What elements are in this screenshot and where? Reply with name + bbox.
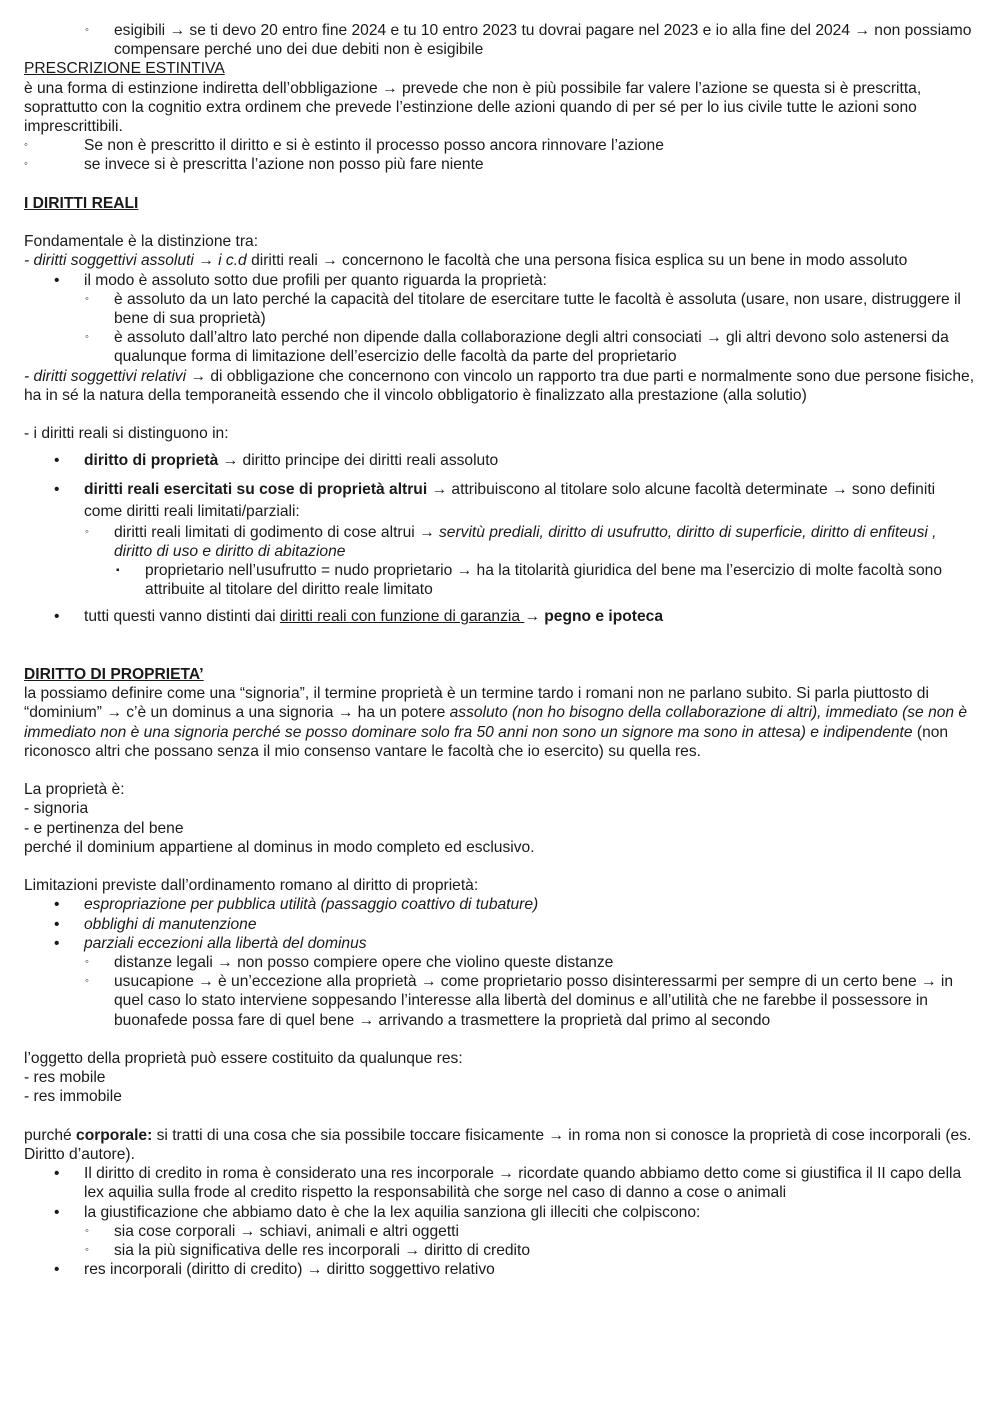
list-item: [24, 1164, 976, 1202]
list-item-text: espropriazione per pubblica utilità (passaggio coattivo di tubature): [84, 896, 539, 914]
heading-diritto-di-proprieta: DIRITTO DI PROPRIETA’: [24, 666, 204, 684]
circle-bullet-icon: ◦: [85, 24, 89, 36]
list-item: [24, 479, 976, 523]
list-item: [24, 1260, 976, 1279]
list-item-text: obblighi di manutenzione: [84, 915, 257, 933]
text: → attribuiscono al titolare solo alcune facoltà determinate → sono definiti come diritti reali limitati/parziali:: [84, 480, 936, 520]
circle-bullet-icon: ◦: [24, 158, 28, 171]
list-item: [24, 972, 976, 1030]
circle-bullet-icon: ◦: [85, 1224, 89, 1237]
bullet-icon: •: [54, 1261, 60, 1279]
paragraph: [24, 1126, 976, 1164]
paragraph: [24, 251, 976, 270]
italic-text: assoluto (non ho bisogno della collaborazione di altri), immediato (se non è immediato non è una signoria perché se posso dominare solo fra 50 anni non sono un signore ma sono in attesa) e indipendente: [24, 704, 968, 741]
paragraph: Limitazioni previste dall’ordinamento romano al diritto di proprietà:: [24, 877, 479, 895]
italic-text: - diritti soggettivi assoluti: [24, 252, 194, 270]
text: si tratti di una cosa che sia possibile toccare fisicamente → in roma non si conosce la proprietà di cose incorporali (es. Diritto d’autore).: [24, 1126, 972, 1164]
bullet-icon: •: [54, 896, 60, 914]
text: diritti reali → concernono le facoltà che una persona fisica esplica su un bene in modo assoluto: [246, 252, 908, 270]
list-item-text: il modo è assoluto sotto due profili per quanto riguarda la proprietà:: [84, 271, 547, 289]
list-item-text: se invece si è prescritta l’azione non posso più fare niente: [84, 156, 484, 174]
list-item: [24, 328, 976, 366]
square-bullet-icon: ▪: [116, 565, 120, 577]
text: (non riconosco altri che possano senza il mio consenso vantare le facoltà che io esercito) su quella res.: [24, 723, 949, 760]
bold-text: diritto di proprietà: [84, 452, 219, 470]
text: purché: [24, 1126, 77, 1144]
list-item-text: distanze legali → non posso compiere opere che violino queste distanze: [114, 954, 614, 972]
list-item: [24, 915, 976, 934]
list-item: [24, 934, 976, 953]
underlined-text: diritti reali con funzione di garanzia: [279, 608, 525, 626]
bullet-icon: •: [54, 271, 60, 289]
list-item-text: Se non è prescritto il diritto e si è estinto il processo posso ancora rinnovare l’azione: [84, 137, 664, 155]
circle-bullet-icon: ◦: [85, 292, 89, 305]
text: la possiamo definire come una “signoria”, il termine proprietà è un termine tardo i romani non ne parlano subito. Si parla piuttosto di “dominium” → c’è un dominus a una signoria → ha un potere: [24, 685, 929, 722]
paragraph: - e pertinenza del bene: [24, 819, 184, 837]
heading-diritti-reali: I DIRITTI REALI: [24, 194, 139, 212]
list-item: [24, 953, 976, 972]
italic-text: → i c.d: [193, 252, 247, 270]
heading-prescrizione: PRESCRIZIONE ESTINTIVA: [24, 60, 225, 78]
list-item: [24, 21, 976, 59]
paragraph: - i diritti reali si distinguono in:: [24, 425, 229, 443]
list-item-text: la giustificazione che abbiamo dato è che la lex aquilia sanziona gli illeciti che colpiscono:: [84, 1203, 701, 1221]
bullet-icon: •: [54, 480, 60, 498]
list-item-text: è assoluto da un lato perché la capacità del titolare de esercitare tutte le facoltà è assoluta (usare, non usare, distruggere il bene di sua proprietà): [114, 290, 961, 328]
circle-bullet-icon: ◦: [85, 975, 89, 988]
list-item-text: sia cose corporali → schiavi, animali e altri oggetti: [114, 1222, 459, 1240]
list-item: [24, 155, 976, 174]
circle-bullet-icon: ◦: [85, 956, 89, 969]
section-heading: [24, 665, 976, 684]
text: →: [524, 608, 545, 626]
italic-text: servitù prediali, diritto di usufrutto, diritto di superficie, diritto di enfiteusi , diritto di uso e diritto di abitazione: [114, 523, 937, 560]
italic-text: - diritti soggettivi relativi: [24, 367, 187, 385]
paragraph: [24, 367, 976, 405]
list-item-text: proprietario nell’usufrutto = nudo proprietario → ha la titolarità giuridica del bene ma l’esercizio di molte facoltà sono attribuite al titolare del diritto reale limitato: [145, 562, 943, 599]
circle-bullet-icon: ◦: [85, 1244, 89, 1257]
paragraph: - res mobile: [24, 1069, 106, 1087]
list-item: [24, 451, 976, 470]
bullet-icon: •: [54, 1165, 60, 1183]
bullet-icon: •: [54, 934, 60, 952]
list-item: [24, 607, 976, 626]
list-item: [24, 1222, 976, 1241]
bold-text: diritti reali esercitati su cose di proprietà altrui: [84, 480, 428, 498]
paragraph: [24, 684, 976, 761]
bullet-icon: •: [54, 608, 60, 626]
list-item: [24, 561, 976, 599]
paragraph: - res immobile: [24, 1088, 122, 1106]
paragraph: - signoria: [24, 800, 89, 818]
list-item-text: Il diritto di credito in roma è considerato una res incorporale → ricordate quando abbiamo detto come si giustifica il II capo della lex aquilia sulla frode al credito rispetto la responsabilità che sorge nel caso di danno a cose o animali: [84, 1165, 962, 1202]
list-item-text: parziali eccezioni alla libertà del dominus: [84, 934, 367, 952]
list-item: [24, 271, 976, 290]
list-item: [24, 1203, 976, 1222]
section-heading: [24, 194, 976, 213]
list-item: [24, 290, 976, 328]
list-item-text: usucapione → è un’eccezione alla proprietà → come proprietario posso disinteressarmi per sempre di un certo bene → in quel caso lo stato interviene soppesando l’interesse alla libertà del dominus e all’utilità che ne farebbe il possessore in buonafede possa fare di quel bene → arrivando a trasmettere la proprietà dal primo al secondo: [114, 973, 954, 1029]
bullet-icon: •: [54, 452, 60, 470]
paragraph: l’oggetto della proprietà può essere costituito da qualunque res:: [24, 1050, 463, 1068]
paragraph: è una forma di estinzione indiretta dell’obbligazione → prevede che non è più possibile far valere l’azione se questa si è prescritta, soprattutto con la cognitio extra ordinem che prevede l’estinzione delle azioni quando di per sé per lo ius civile tutte le azioni sono imprescrittibili.: [24, 79, 922, 136]
list-item-text: sia la più significativa delle res incorporali → diritto di credito: [114, 1242, 531, 1260]
list-item: [24, 1241, 976, 1260]
circle-bullet-icon: ◦: [85, 525, 89, 538]
circle-bullet-icon: ◦: [85, 331, 89, 344]
text: → diritto principe dei diritti reali assoluto: [218, 452, 499, 470]
list-item: [24, 895, 976, 914]
paragraph: La proprietà è:: [24, 781, 125, 799]
text: diritti reali limitati di godimento di cose altrui →: [114, 523, 439, 541]
list-item-text: res incorporali (diritto di credito) → diritto soggettivo relativo: [84, 1261, 495, 1279]
list-item: [24, 523, 976, 561]
section-heading: [24, 59, 976, 78]
circle-bullet-icon: ◦: [24, 139, 28, 152]
bold-text: corporale:: [76, 1126, 153, 1144]
document-page: [24, 21, 976, 1279]
list-item-text: è assoluto dall’altro lato perché non dipende dalla collaborazione degli altri consociati → gli altri devono solo astenersi da qualunque forma di limitazione dell’esercizio delle facoltà da parte del proprietario: [114, 329, 949, 366]
bold-text: pegno e ipoteca: [544, 608, 663, 626]
bullet-icon: •: [54, 1203, 60, 1221]
text: → di obbligazione che concernono con vincolo un rapporto tra due parti e normalmente sono due persone fisiche, ha in sé la natura della temporaneità essendo che il vincolo obbligatorio è finalizzato alla prestazione (alla solutio): [24, 367, 975, 404]
text: tutti questi vanno distinti dai: [84, 608, 280, 626]
bullet-icon: •: [54, 915, 60, 933]
paragraph: Fondamentale è la distinzione tra:: [24, 233, 259, 251]
list-item-text: esigibili → se ti devo 20 entro fine 2024 e tu 10 entro 2023 tu dovrai pagare nel 2023 e io alla fine del 2024 → non possiamo compensare perché uno dei due debiti non è esigibile: [114, 22, 972, 59]
list-item: [24, 136, 976, 155]
paragraph: perché il dominium appartiene al dominus in modo completo ed esclusivo.: [24, 838, 535, 856]
